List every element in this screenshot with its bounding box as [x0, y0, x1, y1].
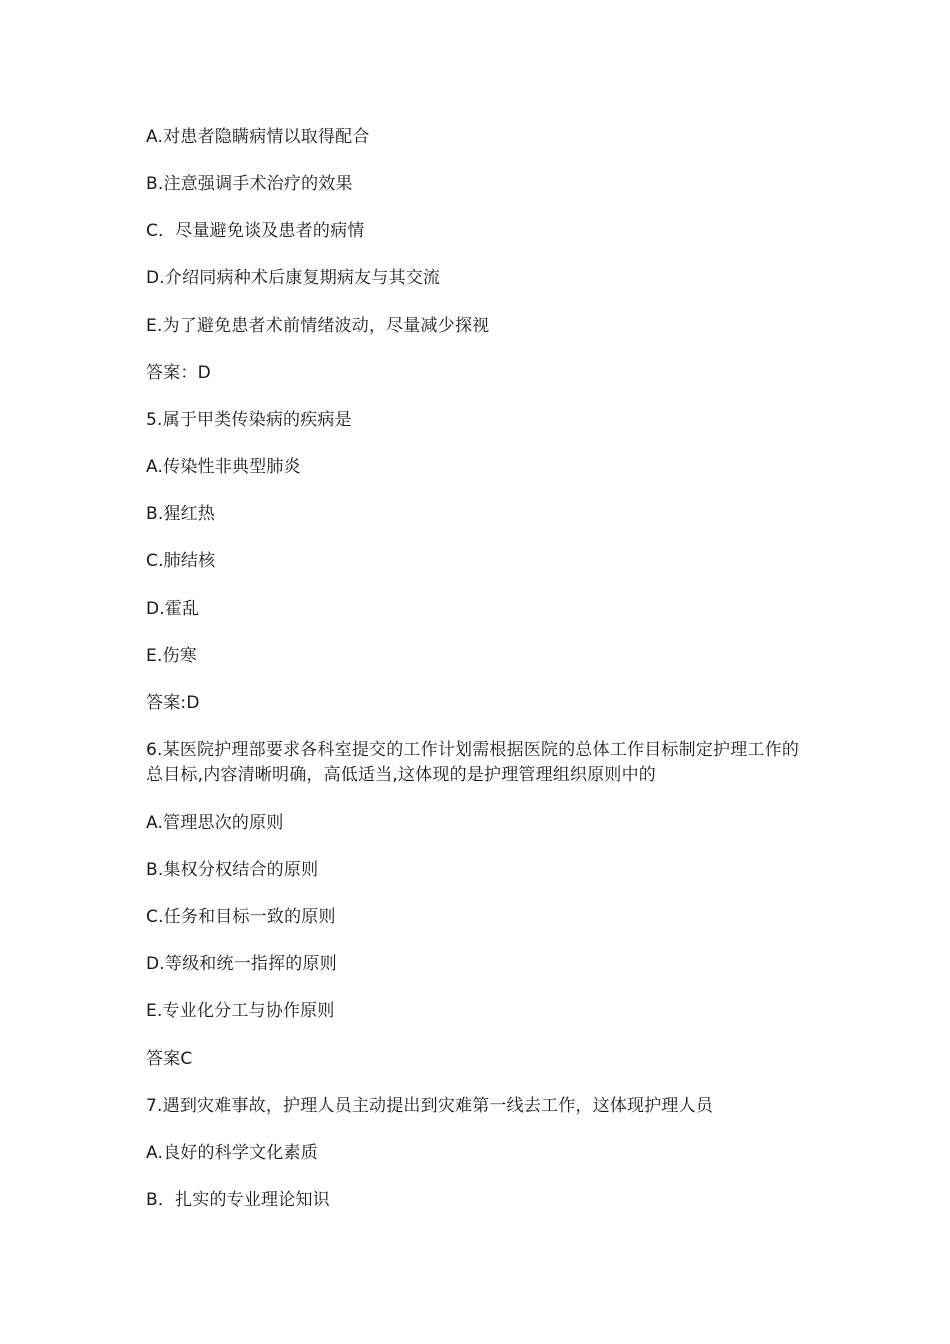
- q5-question: 5.属于甲类传染病的疾病是: [146, 410, 352, 430]
- q4-answer: 答案：D: [146, 363, 211, 383]
- q5-option-d: D.霍乱: [146, 599, 200, 619]
- q6-option-e: E.专业化分工与协作原则: [146, 1001, 335, 1021]
- q6-option-b: B.集权分权结合的原则: [146, 860, 319, 880]
- q4-option-e: E.为了避免患者术前情绪波动，尽量减少探视: [146, 316, 490, 336]
- q4-option-c: C．尽量避免谈及患者的病情: [146, 221, 365, 241]
- q5-option-c: C.肺结核: [146, 551, 216, 571]
- q6-answer: 答案C: [146, 1049, 193, 1069]
- q7-option-b: B．扎实的专业理论知识: [146, 1190, 330, 1210]
- q4-option-d: D.介绍同病种术后康复期病友与其交流: [146, 268, 441, 288]
- q4-option-b: B.注意强调手术治疗的效果: [146, 174, 353, 194]
- q5-option-e: E.伤寒: [146, 646, 197, 666]
- q5-option-b: B.猩红热: [146, 504, 216, 524]
- q6-option-d: D.等级和统一指挥的原则: [146, 954, 337, 974]
- q6-option-a: A.管理思次的原则: [146, 813, 284, 833]
- q5-answer: 答案:D: [146, 693, 200, 713]
- q6-question: 6.某医院护理部要求各科室提交的工作计划需根据医院的总体工作目标制定护理工作的总目标,内容清晰明确，高低适当,这体现的是护理管理组织原则中的: [146, 740, 800, 785]
- q7-question: 7.遇到灾难事故，护理人员主动提出到灾难第一线去工作，这体现护理人员: [146, 1096, 714, 1116]
- q5-option-a: A.传染性非典型肺炎: [146, 457, 301, 477]
- q4-option-a: A.对患者隐瞒病情以取得配合: [146, 127, 370, 147]
- q6-option-c: C.任务和目标一致的原则: [146, 907, 336, 927]
- q7-option-a: A.良好的科学文化素质: [146, 1143, 318, 1163]
